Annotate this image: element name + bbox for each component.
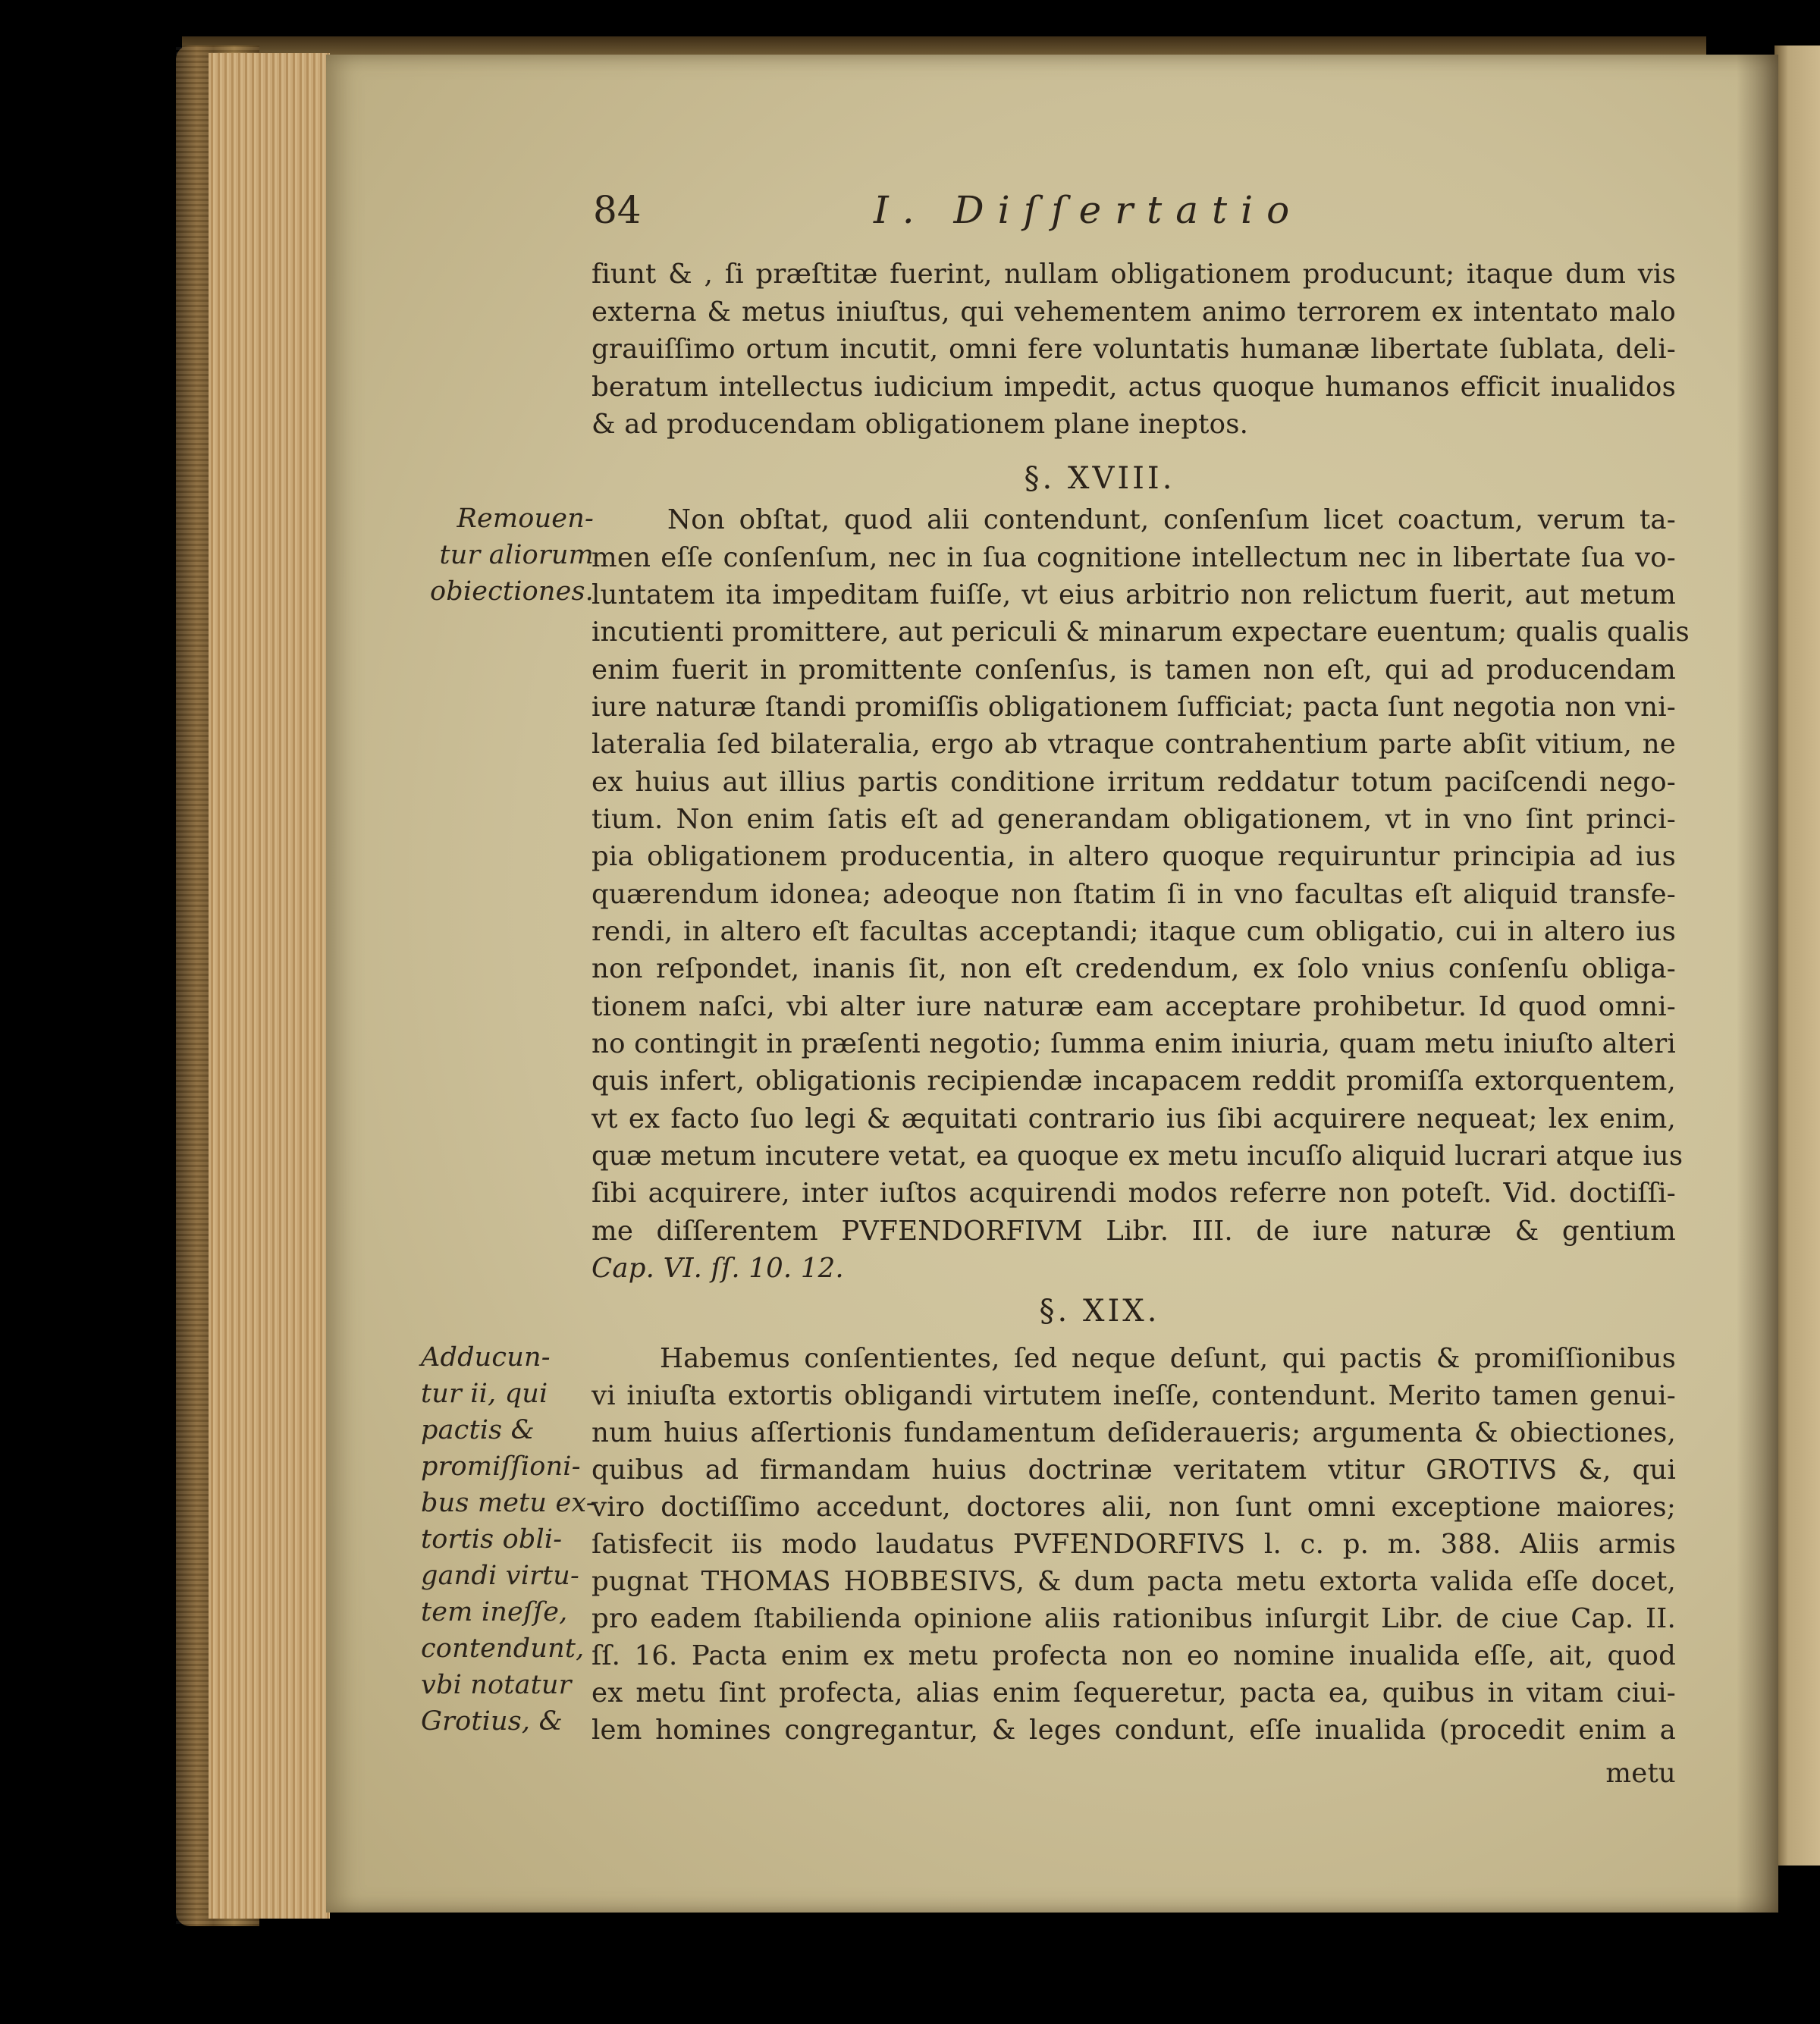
text-line: externa & metus iniuſtus, qui vehementem animo terrorem ex intentato malo [592,297,1676,328]
text-line: viro doctiſſimo accedunt, doctores alii, non ſunt omni exceptione maiores; [592,1492,1676,1523]
catchword: metu [1605,1758,1676,1789]
text-line: iure naturæ ſtandi promiſſis obligationem ſufficiat; pacta ſunt negotia non vni- [592,692,1676,723]
page-gutter-shadow [1737,55,1778,1913]
text-line: men eſſe conſenſum, nec in ſua cognitione intellectum nec in libertate ſua vo- [592,542,1676,573]
text-line: grauiſſimo ortum incutit, omni fere voluntatis humanæ libertate ſublata, deli- [592,334,1676,365]
text-line: quæ metum incutere vetat, ea quoque ex metu incuſſo aliquid lucrari atque ius [592,1141,1684,1172]
text-line: no contingit in præſenti negotio; ſumma enim iniuria, quam metu iniuſto alteri [592,1028,1676,1059]
page-number: 84 [593,188,642,232]
text-line: Non obſtat, quod alii contendunt, conſenſum licet coactum, verum ta- [667,504,1676,535]
text-line: Cap. VI. ſſ. 10. 12. [592,1253,844,1284]
text-line: & ad producendam obligationem plane ineptos. [592,409,1249,440]
facing-page-edge [1774,46,1820,1866]
text-line: quærendum idonea; adeoque non ſtatim ſi in vno facultas eſt aliquid transfe- [592,879,1676,910]
margin-note-line: tur aliorum [439,540,594,570]
page-stack-edge [209,53,330,1919]
text-line: quibus ad firmandam huius doctrinæ veritatem vtitur GROTIVS &, qui [592,1454,1676,1486]
text-line: rendi, in altero eſt facultas acceptandi; itaque cum obligatio, cui in altero ius [592,916,1676,947]
text-line: pugnat THOMAS HOBBESIVS, & dum pacta metu extorta valida eſſe docet, [592,1566,1676,1597]
margin-note-line: Remouen- [457,504,594,534]
margin-note-19 [421,1339,599,1740]
text-line: tium. Non enim ſatis eſt ad generandam obligationem, vt in vno ſint princi- [592,804,1676,835]
text-line: beratum intellectus iudicium impedit, actus quoque humanos efficit inualidos [592,372,1676,403]
margin-note-line: Adducun- [421,1342,551,1373]
text-line: lateralia ſed bilateralia, ergo ab vtraque contrahentium parte abſit vitium, ne [592,729,1676,760]
margin-note-line: Grotius, & [421,1706,563,1737]
text-line: ex metu ſint profecta, alias enim ſequeretur, pacta ea, quibus in vitam ciui- [592,1677,1676,1709]
page-header [593,188,1351,241]
text-line: non reſpondet, inanis ſit, non eſt credendum, ex ſolo vnius conſenſu obliga- [592,953,1676,984]
text-line: lem homines congregantur, & leges condunt, eſſe inualida (procedit enim a [592,1715,1676,1746]
text-line: fiunt & , ſi præſtitæ fuerint, nullam obligationem producunt; itaque dum vis [592,259,1676,290]
margin-note-line: tem ineſſe, [421,1597,568,1627]
margin-note-line: tur ii, qui [421,1379,548,1409]
margin-note-line: bus metu ex- [421,1488,595,1518]
running-head: I. Diſſertatio [874,188,1304,232]
text-line: luntatem ita impeditam fuiſſe, vt eius arbitrio non relictum fuerit, aut metum [592,579,1676,610]
section-heading-18: §. XVIII. [1024,461,1175,496]
text-line: vt ex facto ſuo legi & æquitati contrario ius ſibi acquirere nequeat; lex enim, [592,1103,1676,1134]
margin-note-line: vbi notatur [421,1670,572,1700]
margin-note-line: contendunt, [421,1633,585,1664]
text-line: pro eadem ſtabilienda opinione aliis rationibus inſurgit Libr. de ciue Cap. II. [592,1603,1676,1634]
text-line: tionem naſci, vbi alter iure naturæ eam acceptare prohibetur. Id quod omni- [592,991,1676,1022]
text-line: ſatisfecit iis modo laudatus PVFENDORFIVS l. c. p. m. 388. Aliis armis [592,1529,1676,1560]
text-line: ſſ. 16. Pacta enim ex metu profecta non eo nomine inualida eſſe, ait, quod [592,1640,1676,1671]
section-heading-19: §. XIX. [1039,1294,1160,1329]
text-line: pia obligationem producentia, in altero quoque requiruntur principia ad ius [592,841,1676,872]
margin-note-line: promiſſioni- [421,1451,581,1482]
text-line: ſibi acquirere, inter iuſtos acquirendi modos referre non poteſt. Vid. doctiſſi- [592,1178,1676,1209]
margin-note-line: obiectiones. [429,576,594,607]
text-line: num huius aſſertionis fundamentum deſideraueris; argumenta & obiectiones, [592,1417,1676,1448]
text-line: Habemus conſentientes, ſed neque deſunt, qui pactis & promiſſionibus [660,1343,1676,1374]
margin-note-line: tortis obli- [421,1524,563,1555]
margin-note-line: gandi virtu- [421,1561,580,1591]
text-line: quis infert, obligationis recipiendæ incapacem reddit promiſſa extorquentem, [592,1065,1676,1097]
text-line: me diſſerentem PVFENDORFIVM Libr. III. de iure naturæ & gentium [592,1216,1676,1247]
text-line: ex huius aut illius partis conditione irritum reddatur totum paciſcendi nego- [592,767,1676,798]
margin-note-18 [416,501,594,610]
text-line: incutienti promittere, aut periculi & minarum expectare euentum; qualis qualis [592,617,1690,648]
text-line: enim fuerit in promittente conſenſus, is tamen non eſt, qui ad producendam [592,654,1676,686]
text-line: vi iniuſta extortis obligandi virtutem ineſſe, contendunt. Merito tamen genui- [592,1380,1676,1411]
margin-note-line: pactis & [421,1415,535,1445]
